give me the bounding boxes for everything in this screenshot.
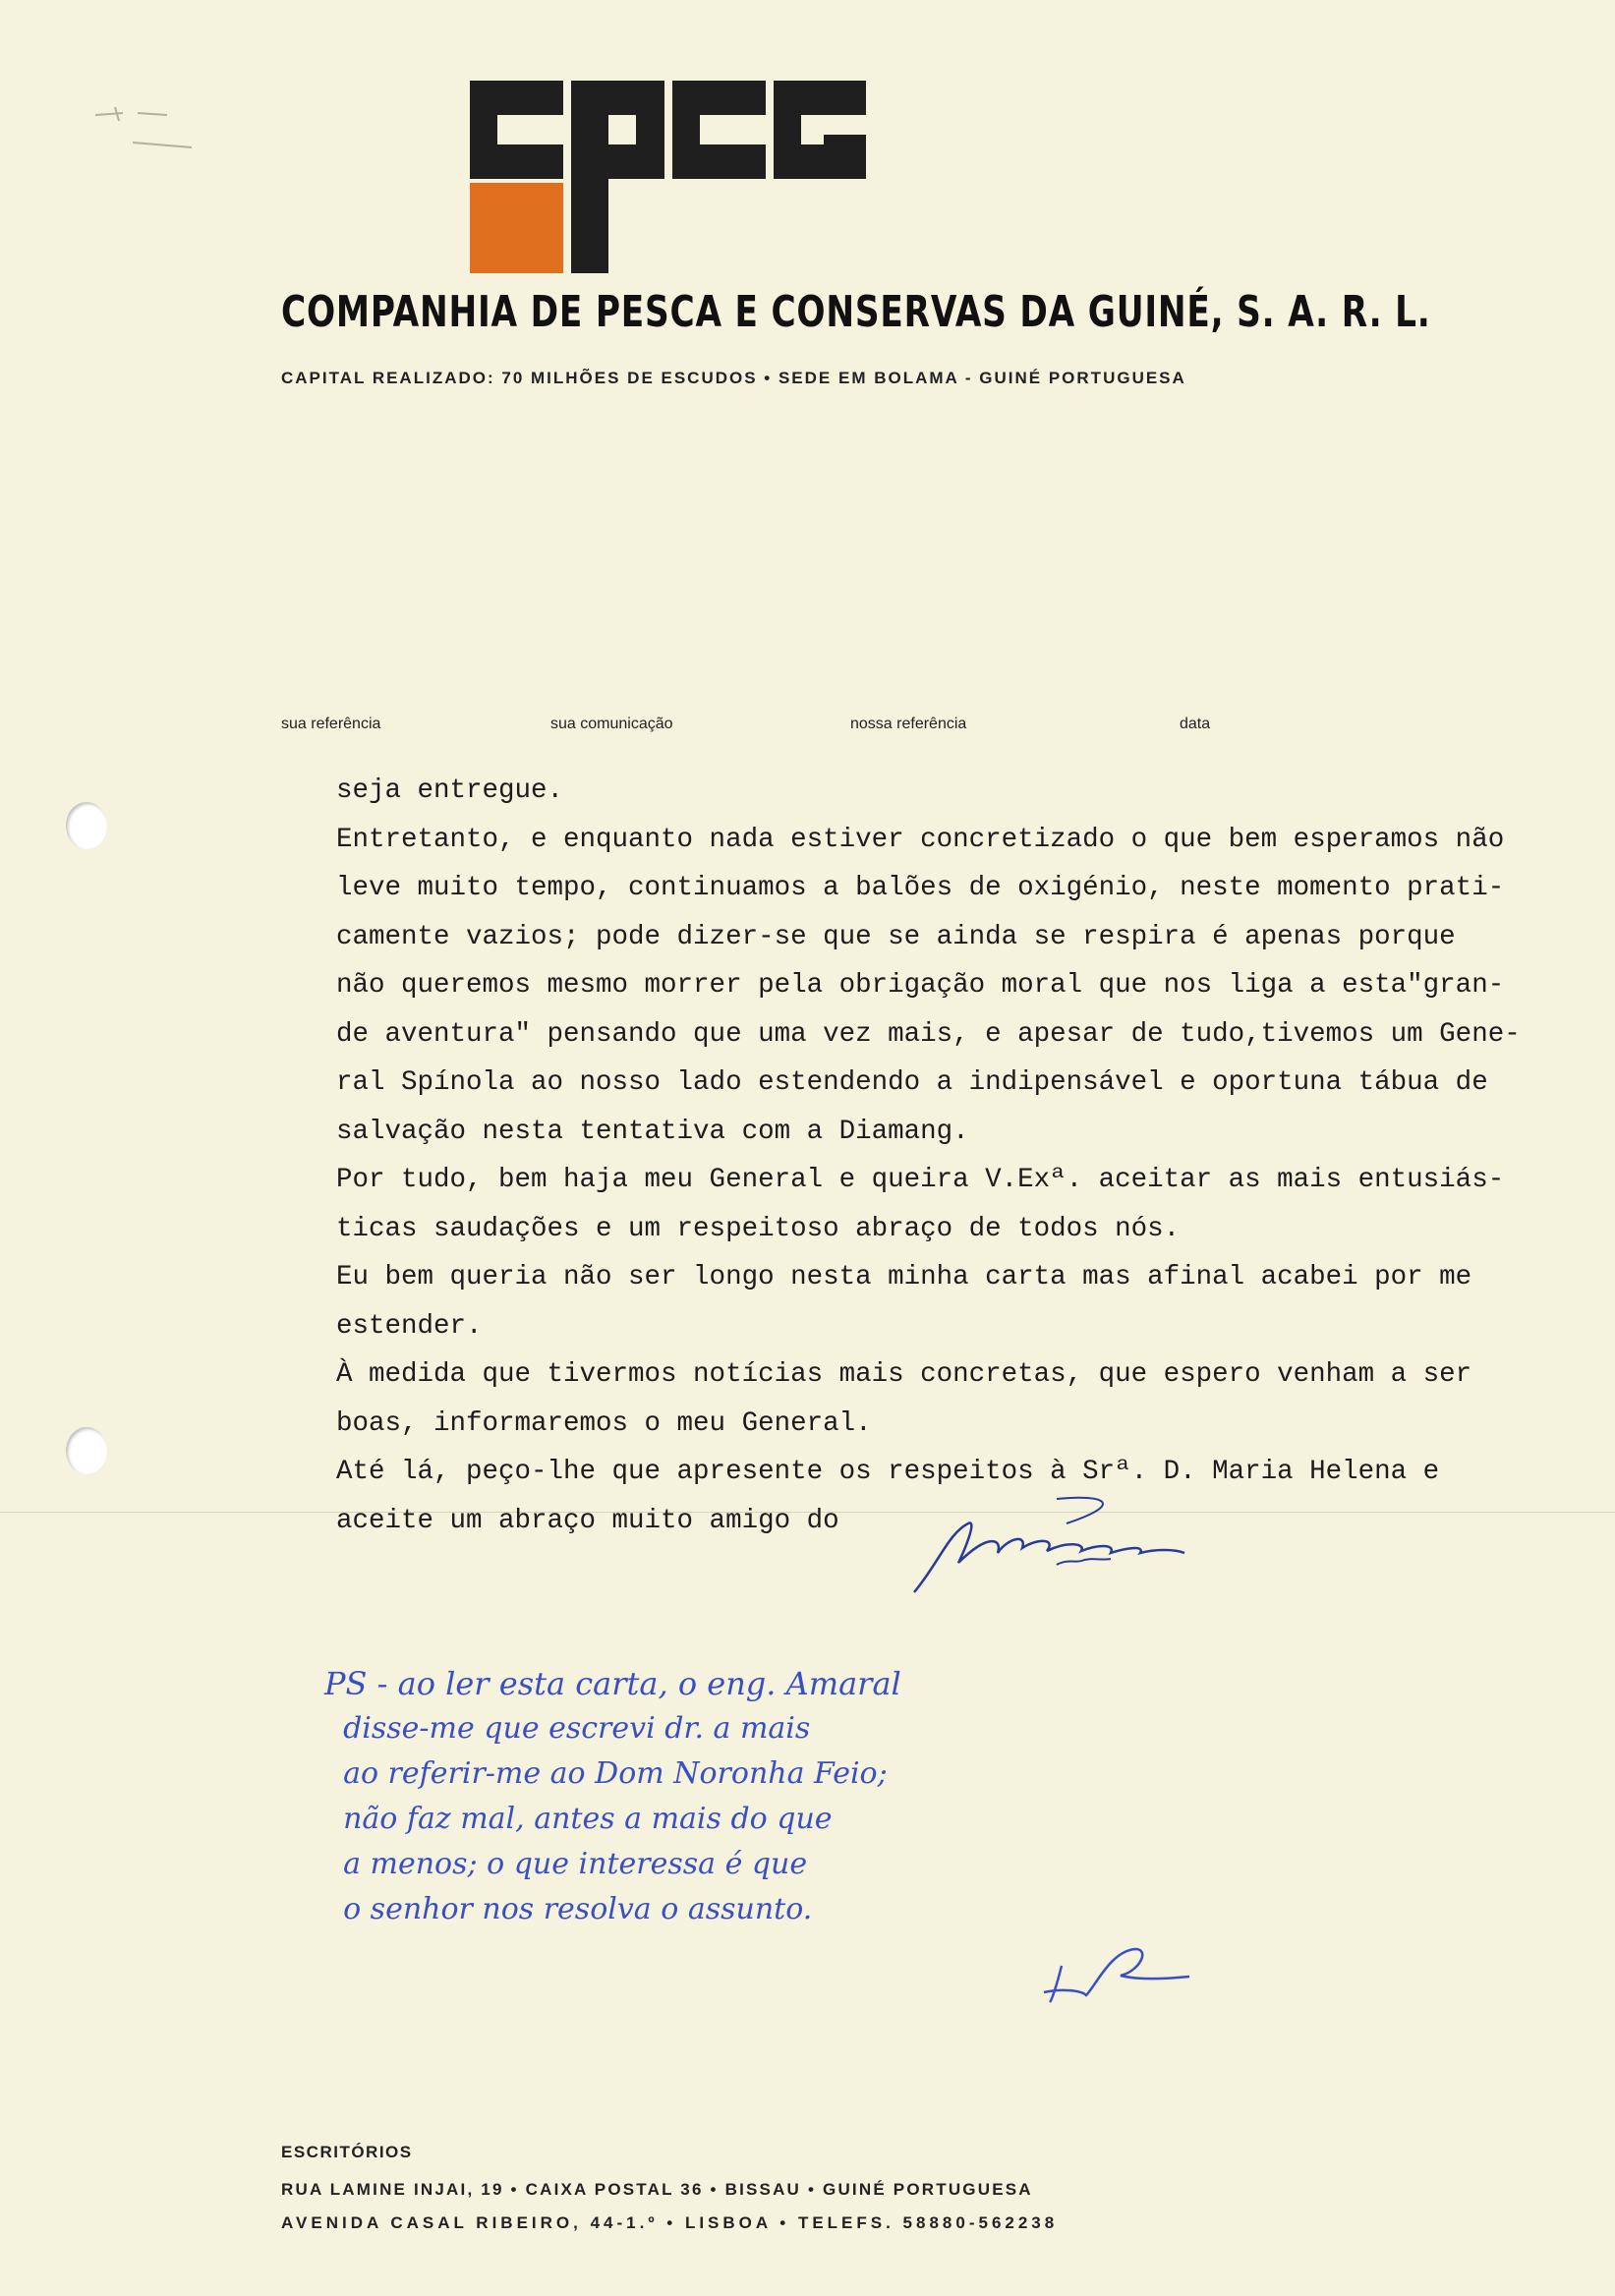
punch-hole-bottom [66,1427,107,1474]
handwritten-signature [909,1494,1194,1597]
body-line: de aventura" pensando que uma vez mais, e apesar de tudo,tivemos um Gene- [336,1018,1521,1050]
data-label: data [1180,716,1211,732]
sua-comunicacao-label: sua comunicação [550,716,673,732]
body-line: Entretanto, e enquanto nada estiver concretizado o que bem esperamos não [336,824,1505,855]
body-line: ticas saudações e um respeitoso abraço de todos nós. [336,1213,1181,1244]
ps-line: ao referir-me ao Dom Noronha Feio; [324,1756,888,1791]
ps-line: o senhor nos resolva o assunto. [324,1892,813,1926]
ps-line: não faz mal, antes a mais do que [324,1802,833,1836]
body-line: À medida que tivermos notícias mais concretas, que espero venham a ser [336,1359,1472,1390]
body-line: boas, informaremos o meu General. [336,1407,872,1439]
body-line: Até lá, peço-lhe que apresente os respeitos à Srª. D. Maria Helena e [336,1457,1440,1487]
body-line: camente vazios; pode dizer-se que se ainda se respira é apenas porque [336,921,1456,952]
punch-hole-top [66,802,107,849]
company-name: COMPANHIA DE PESCA E CONSERVAS DA GUINÉ, S. A. R. L. [281,287,1431,337]
lisbon-address: AVENIDA CASAL RIBEIRO, 44-1.º • LISBOA • TELEFS. 58880-562238 [281,2213,1059,2232]
paper-smudge [93,103,202,152]
body-line: salvação nesta tentativa com a Diamang. [336,1116,969,1147]
body-line: não queremos mesmo morrer pela obrigação moral que nos liga a esta"gran- [336,970,1505,1001]
offices-title: ESCRITÓRIOS [281,2143,413,2161]
ps-line: a menos; o que interessa é que [324,1847,808,1881]
body-line: leve muito tempo, continuamos a balões de oxigénio, neste momento prati- [336,873,1505,903]
body-line: Por tudo, bem haja meu General e queira V.Exª. aceitar as mais entusiás- [336,1165,1505,1195]
letter-body [336,767,1614,1545]
bissau-address: RUA LAMINE INJAI, 19 • CAIXA POSTAL 36 • BISSAU • GUINÉ PORTUGUESA [281,2180,1033,2199]
body-line: seja entregue. [336,775,564,806]
body-line: aceite um abraço muito amigo do [336,1505,839,1536]
body-line: Eu bem queria não ser longo nesta minha carta mas afinal acabei por me [336,1262,1472,1292]
ps-line: disse-me que escrevi dr. a mais [324,1711,811,1746]
footer-addresses [281,2143,1362,2233]
handwritten-postscript [324,1661,1455,1932]
nossa-referencia-label: nossa referência [850,716,967,732]
body-line: estender. [336,1310,483,1342]
ps-line: PS - ao ler esta carta, o eng. Amaral [324,1665,901,1702]
postscript-initials [1042,1941,1199,2010]
company-logo [470,81,866,273]
sua-referencia-label: sua referência [281,716,381,732]
capital-headquarters-line: CAPITAL REALIZADO: 70 MILHÕES DE ESCUDOS • SEDE EM BOLAMA - GUINÉ PORTUGUESA [281,369,1186,387]
body-line: ral Spínola ao nosso lado estendendo a indipensável e oportuna tábua de [336,1067,1488,1098]
